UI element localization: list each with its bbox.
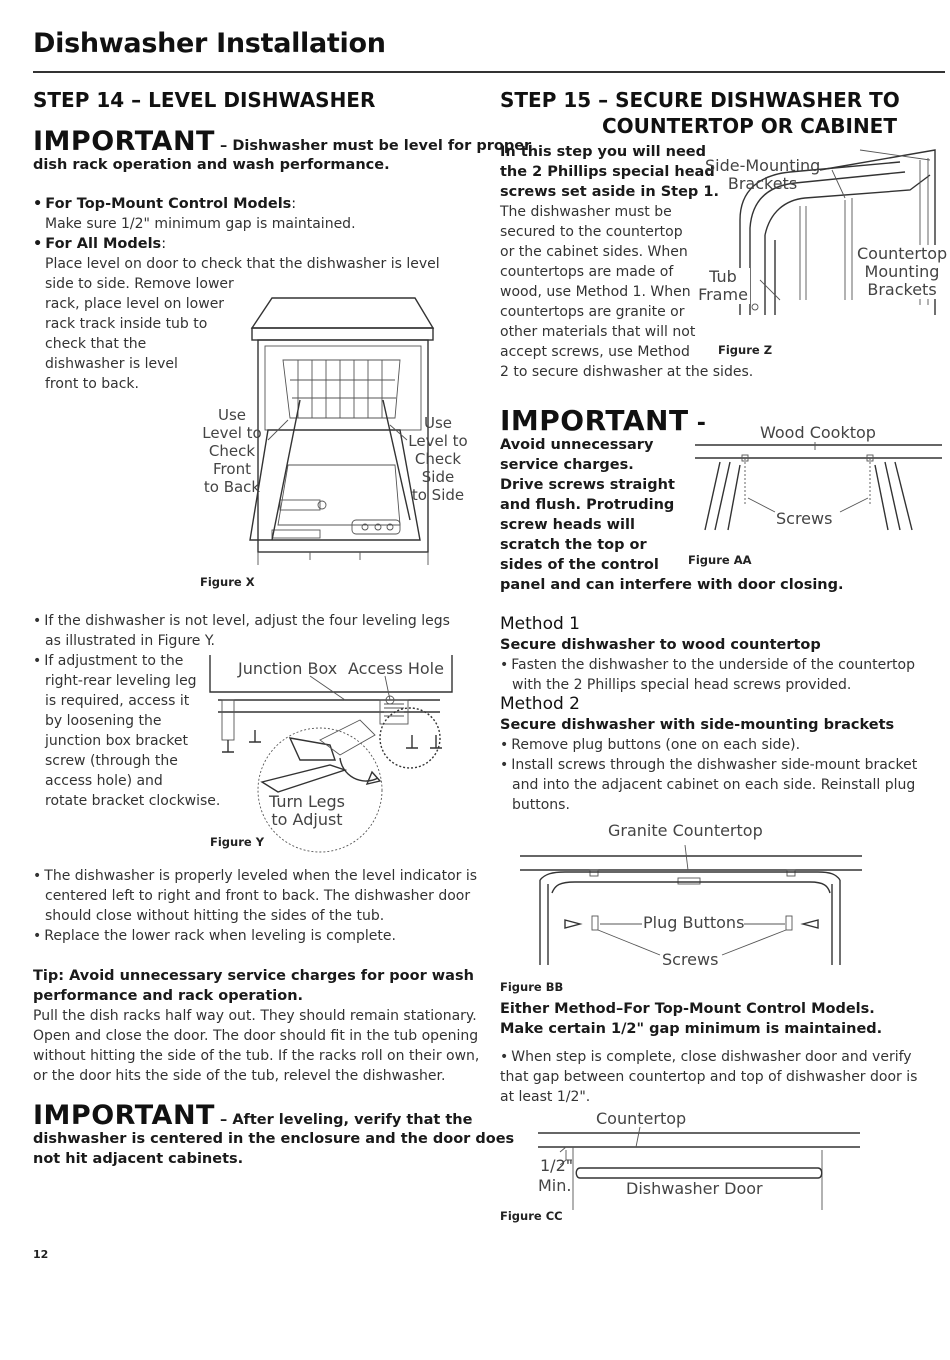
figure-aa-caption: Figure AA xyxy=(688,553,752,567)
important-text: – Dishwasher must be level for proper xyxy=(214,138,532,154)
figy-turn-label: Turn Legs to Adjust xyxy=(269,792,345,829)
figcc-countertop-label: Countertop xyxy=(596,1109,687,1128)
page-title: Dishwasher Installation xyxy=(33,28,386,59)
figure-y-caption: Figure Y xyxy=(210,835,265,849)
figz-tub-frame-label: Tub Frame xyxy=(696,268,750,304)
figcc-half-inch-label: 1/2" xyxy=(540,1156,574,1175)
bullet-properly-leveled: • The dishwasher is properly leveled when the level indicator is centered left to right and front to back. The dishwasher door should close without hitting the sides of the tub. • Replace the lower rack when leveling is complete. xyxy=(33,866,477,946)
figz-side-mounting-label: Side-Mounting Brackets xyxy=(705,156,821,193)
figx-side-label: Use Level to Check Side to Side xyxy=(408,414,468,504)
important-notice-2-text: dishwasher is centered in the enclosure and the door does not hit adjacent cabinets. xyxy=(33,1131,515,1167)
figure-z-caption: Figure Z xyxy=(718,343,773,357)
bullet-adjust: • If adjustment to the right-rear leveling leg is required, access it by loosening the junction box bracket screw (through the access hole) and rotate bracket clockwise. xyxy=(33,651,220,811)
figure-cc-caption: Figure CC xyxy=(500,1209,563,1223)
figure-x-caption: Figure X xyxy=(200,575,255,589)
figure-bb-caption: Figure BB xyxy=(500,980,564,994)
figy-access-label: Access Hole xyxy=(348,659,444,678)
important-notice-2: IMPORTANT – After leveling, verify that the xyxy=(33,1100,473,1131)
figbb-plug-buttons-label: Plug Buttons xyxy=(643,913,745,932)
either-method-bullet: • When step is complete, close dishwasher door and verify that gap between countertop and top of dishwasher door is at least 1/2". xyxy=(500,1047,917,1107)
step14-heading: STEP 14 – LEVEL DISHWASHER xyxy=(33,88,376,112)
important-notice-3-last: panel and can interfere with door closing. xyxy=(500,577,844,593)
important-notice-3-text: Avoid unnecessary service charges. Drive screws straight and flush. Protruding screw heads will scratch the top or sides of the control xyxy=(500,437,675,573)
step15-intro-bold: In this step you will need the 2 Phillips special head screws set aside in Step 1. xyxy=(500,144,719,200)
page-number: 12 xyxy=(33,1248,49,1261)
figbb-screws-label: Screws xyxy=(662,950,719,969)
method2-bullets: • Remove plug buttons (one on each side). • Install screws through the dishwasher side-mount bracket and into the adjacent cabinet on each side. Reinstall plug buttons. xyxy=(500,735,917,815)
all-models-text: Place level on door to check that the dishwasher is level side to side. Remove lower rack, place level on lower rack track inside tub to check that the dishwasher is level front to back. xyxy=(45,256,440,392)
figcc-door-label: Dishwasher Door xyxy=(626,1179,763,1198)
figaa-wood-cooktop-label: Wood Cooktop xyxy=(760,423,876,442)
either-method-heading: Either Method–For Top-Mount Control Models. Make certain 1/2" gap minimum is maintained. xyxy=(500,1001,883,1037)
figcc-min-label: Min. xyxy=(538,1176,572,1195)
step15-heading-line1: STEP 15 – SECURE DISHWASHER TO xyxy=(500,88,900,112)
figbb-granite-label: Granite Countertop xyxy=(608,821,763,840)
method1-title: Method 1 xyxy=(500,614,580,634)
important-notice-3: IMPORTANT - xyxy=(500,404,707,437)
figx-front-label: Use Level to Check Front to Back xyxy=(202,406,262,496)
method1-bullet: • Fasten the dishwasher to the underside of the countertop with the 2 Phillips special head screws provided. xyxy=(500,655,915,695)
all-models-heading: • For All Models: xyxy=(33,234,166,254)
top-mount-heading: • For Top-Mount Control Models: xyxy=(33,194,296,214)
important-word: IMPORTANT xyxy=(33,126,215,157)
step15-intro-text: The dishwasher must be secured to the countertop or the cabinet sides. When countertops are made of wood, use Method 1. When countertops are granite or other materials that will not accept screws, use Method 2 to secure dishwasher at the sides. xyxy=(500,204,754,380)
bullet-not-level: • If the dishwasher is not level, adjust the four leveling legs as illustrated in Figure Y. xyxy=(33,611,450,651)
figz-countertop-brackets-label: Countertop Mounting Brackets xyxy=(857,244,948,299)
important-text-line2: dish rack operation and wash performance. xyxy=(33,157,390,173)
tip-text: Pull the dish racks half way out. They should remain stationary. Open and close the door. The door should fit in the tub opening without hitting the side of the tub. If the racks roll on their own, or the door hits the side of the tub, relevel the dishwasher. xyxy=(33,1008,480,1084)
figy-junction-label: Junction Box xyxy=(238,659,338,678)
tip-heading: Tip: Avoid unnecessary service charges for poor wash performance and rack operation. xyxy=(33,968,474,1004)
method1-heading: Secure dishwasher to wood countertop xyxy=(500,637,821,653)
method2-heading: Secure dishwasher with side-mounting brackets xyxy=(500,717,895,733)
figaa-screws-label: Screws xyxy=(776,509,833,528)
method2-title: Method 2 xyxy=(500,694,580,714)
step15-heading-line2: COUNTERTOP OR CABINET xyxy=(602,114,897,138)
top-mount-text: Make sure 1/2" minimum gap is maintained. xyxy=(45,216,356,232)
